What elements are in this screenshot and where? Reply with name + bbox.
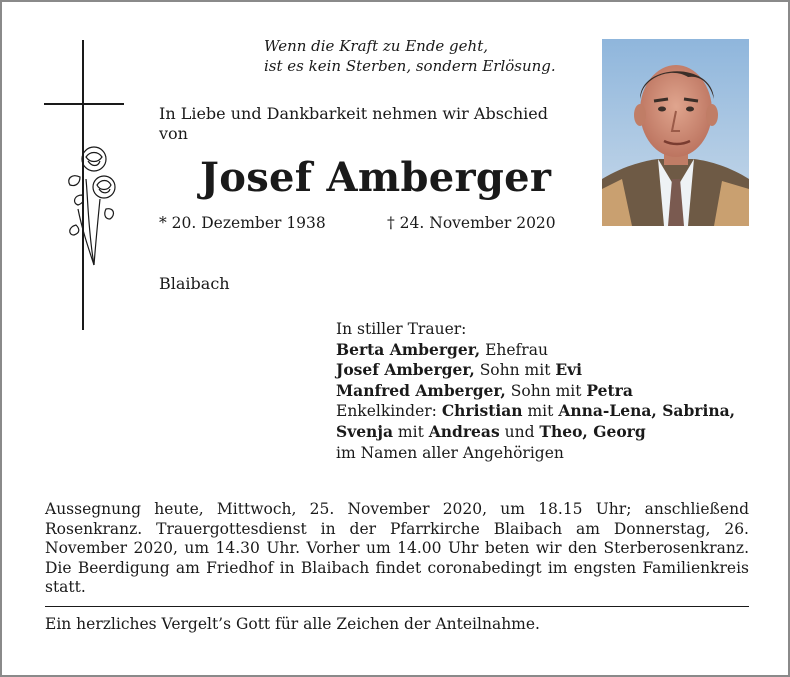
mourner-name: Josef Amberger,: [336, 360, 475, 380]
intro-line-2: von: [159, 124, 188, 143]
mourner-line: [336, 360, 735, 381]
grandchildren-line: [336, 422, 735, 443]
hometown: Blaibach: [159, 274, 230, 293]
mourner-name: Berta Amberger,: [336, 339, 481, 359]
deceased-name: Josef Amberger: [200, 154, 552, 201]
quote-line-1: Wenn die Kraft zu Ende geht,: [264, 37, 488, 55]
connector: mit: [522, 402, 559, 421]
death-date: † 24. November 2020: [387, 214, 556, 232]
mourner-line: [336, 340, 735, 361]
epitaph-quote: [264, 36, 556, 76]
mourner-partner: Petra: [586, 380, 633, 400]
relatives-line: im Namen aller Angehörigen: [336, 443, 564, 462]
mourner-relation: Ehefrau: [480, 340, 548, 359]
birth-date: * 20. Dezember 1938: [159, 214, 326, 232]
grandchild-name: Theo, Georg: [539, 421, 646, 441]
mourner-partner: Evi: [555, 360, 583, 380]
funeral-details: Aussegnung heute, Mittwoch, 25. November 2020, um 18.15 Uhr; anschließend Rosenkranz. Trauergottesdienst in der Pfarrkirche Blaibach am Donnerstag, 26. November 2020, um 14.30 Uhr. Vorher um 14.00 Uhr beten wir den Sterberosenkranz. Die Beerdigung am Friedhof in Blaibach findet coronabedingt im engsten Familienkreis statt.: [45, 500, 749, 596]
portrait-photo: [602, 39, 749, 226]
intro-text: [159, 104, 548, 144]
grandchild-name: Christian: [441, 401, 523, 421]
mourner-line: [336, 381, 735, 402]
divider: [45, 606, 749, 607]
grandchild-name: Anna-Lena, Sabrina,: [558, 401, 736, 421]
cross-beam: [44, 103, 124, 105]
connector: und: [499, 422, 540, 441]
grandchild-name: Andreas: [428, 421, 500, 441]
intro-line-1: In Liebe und Dankbarkeit nehmen wir Abschied: [159, 104, 549, 123]
mourner-name: Manfred Amberger,: [336, 380, 506, 400]
thanks-note: Ein herzliches Vergelt’s Gott für alle Zeichen der Anteilnahme.: [45, 615, 540, 633]
rose-icon: [58, 139, 122, 269]
grandchildren-label: Enkelkinder:: [336, 402, 442, 421]
mourners-list: [336, 319, 735, 463]
grandchildren-line: [336, 401, 735, 422]
mourner-relation: Sohn mit: [505, 381, 587, 400]
grandchild-name: Svenja: [336, 421, 393, 441]
connector: mit: [392, 422, 429, 441]
mourner-relation: Sohn mit: [474, 361, 556, 380]
quote-line-2: ist es kein Sterben, sondern Erlösung.: [264, 57, 556, 75]
mourners-heading: In stiller Trauer:: [336, 320, 467, 338]
